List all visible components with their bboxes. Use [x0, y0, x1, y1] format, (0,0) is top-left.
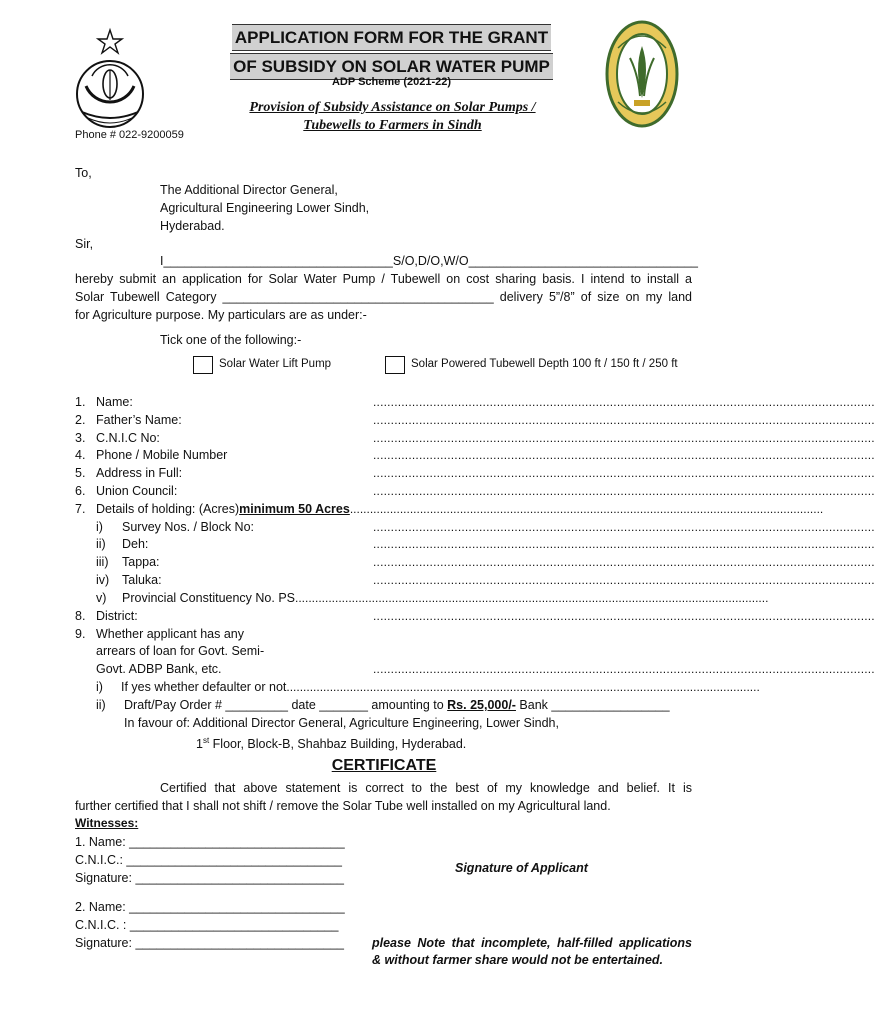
sub-item-label: Deh:	[122, 537, 149, 551]
floor-number: 1	[196, 737, 203, 752]
form-field-arrears[interactable]	[75, 660, 875, 678]
item-number: 3.	[75, 431, 86, 445]
address-line-3: Hyderabad.	[160, 219, 225, 233]
item-label: Union Council:	[96, 484, 178, 498]
form-field-taluka[interactable]	[75, 571, 875, 589]
item-number: 6.	[75, 484, 86, 498]
agriculture-department-logo	[604, 18, 680, 130]
sindh-government-emblem	[72, 28, 148, 132]
favour-of-line: In favour of: Additional Director General, Agriculture Engineering, Lower Sindh,	[124, 716, 559, 730]
item-label: Address in Full:	[96, 466, 183, 480]
fill-in-dots[interactable]: ..............................................................................................................................................	[373, 520, 875, 534]
amount-value: Rs. 25,000/-	[447, 698, 516, 712]
form-title-line-1: APPLICATION FORM FOR THE GRANT	[232, 24, 551, 51]
form-field-cnic[interactable]	[75, 429, 875, 447]
form-field-defaulter[interactable]	[75, 678, 760, 696]
item-label: District:	[96, 609, 138, 623]
fill-in-dots[interactable]: ..............................................................................................................................................	[373, 395, 875, 409]
intro-line-4: for Agriculture purpose. My particulars are as under:-	[75, 308, 367, 322]
witnesses-header: Witnesses:	[75, 816, 139, 830]
item-label: Name:	[96, 395, 133, 409]
defaulter-label-group	[121, 678, 760, 696]
witness-2-cnic-field[interactable]: C.N.I.C. : ______________________________	[75, 918, 339, 932]
form-field-deh[interactable]	[75, 535, 875, 553]
sub-item-number: iii)	[96, 555, 109, 569]
item-number: 5.	[75, 466, 86, 480]
form-field-father-name[interactable]	[75, 411, 875, 429]
favour-address-line	[196, 732, 466, 753]
form-field-district[interactable]	[75, 607, 875, 625]
fill-in-dots[interactable]: ..............................................................................................................................................	[373, 448, 875, 462]
ordinal-suffix: st	[202, 736, 210, 745]
item-number: 7.	[75, 502, 86, 516]
form-field-holding-details[interactable]	[75, 500, 824, 518]
item-number: 2.	[75, 413, 86, 427]
minimum-acres-note: minimum 50 Acres	[239, 502, 350, 516]
fill-in-dots[interactable]: ..............................................................................................................................................	[373, 431, 875, 445]
fill-in-dots[interactable]: ..............................................................................................................................................	[286, 680, 760, 694]
draft-label: Draft/Pay Order # _________ date _______ amounting to	[124, 698, 448, 712]
form-field-phone[interactable]	[75, 446, 875, 464]
form-field-draft-pay-order[interactable]	[75, 696, 695, 714]
fill-in-dots[interactable]: ..............................................................................................................................................	[373, 413, 875, 427]
sub-item-label: Tappa:	[122, 555, 160, 569]
item-label: C.N.I.C No:	[96, 431, 160, 445]
fill-in-dots[interactable]: ..............................................................................................................................................	[295, 591, 769, 605]
sub-item-number: ii)	[96, 698, 106, 712]
arrears-question-line-1: Whether applicant has any	[96, 627, 245, 641]
to-label: To,	[75, 166, 92, 180]
item-label: Details of holding: (Acres)	[96, 502, 240, 516]
tick-instruction: Tick one of the following:-	[160, 333, 302, 347]
item-number: 8.	[75, 609, 86, 623]
intro-line-2: hereby submit an application for Solar Water Pump / Tubewell on cost sharing basis. I intend to install a	[75, 272, 692, 286]
address-line-2: Agricultural Engineering Lower Sindh,	[160, 201, 370, 215]
witness-1-cnic-field[interactable]: C.N.I.C.: _______________________________	[75, 853, 342, 867]
floor-address: Floor, Block-B, Shahbaz Building, Hyderabad.	[209, 737, 467, 752]
form-field-constituency[interactable]	[75, 589, 769, 607]
sub-item-number: i)	[96, 520, 103, 534]
sub-item-number: v)	[96, 591, 107, 605]
fill-in-dots[interactable]: ..............................................................................................................................................	[373, 466, 875, 480]
provision-subtitle	[200, 99, 585, 135]
scheme-label: ADP Scheme (2021-22)	[331, 76, 452, 88]
sub-item-number: iv)	[96, 573, 110, 587]
form-field-name[interactable]	[75, 393, 875, 411]
witness-1-signature-field[interactable]: Signature: ______________________________	[75, 871, 345, 885]
item-number: 9.	[75, 627, 86, 641]
form-title	[228, 24, 555, 80]
arrears-question-line-3: Govt. ADBP Bank, etc.	[96, 662, 222, 676]
item-number: 4.	[75, 448, 86, 462]
note-line-1: please Note that incomplete, half-filled applications	[372, 936, 692, 950]
certificate-title: CERTIFICATE	[331, 757, 437, 774]
salutation: Sir,	[75, 237, 94, 251]
witness-2-signature-field[interactable]: Signature: ______________________________	[75, 936, 345, 950]
witness-2-name-field[interactable]: 2. Name: _______________________________	[75, 900, 345, 914]
form-field-union-council[interactable]	[75, 482, 875, 500]
fill-in-dots[interactable]: ..............................................................................................................................................	[373, 484, 875, 498]
sub-item-number: ii)	[96, 537, 106, 551]
bank-label: Bank _________________	[515, 698, 670, 712]
constituency-label-group	[122, 589, 769, 607]
sub-item-label: If yes whether defaulter or not	[121, 680, 287, 694]
holding-label-group	[96, 500, 824, 518]
provision-line-1: Provision of Subsidy Assistance on Solar Pumps /	[249, 100, 536, 115]
sub-item-label: Survey Nos. / Block No:	[122, 520, 254, 534]
note-line-2: & without farmer share would not be entertained.	[372, 953, 664, 967]
solar-tubewell-checkbox[interactable]	[385, 356, 405, 374]
fill-in-dots[interactable]: ..............................................................................................................................................	[373, 609, 875, 623]
phone-number: Phone # 022-9200059	[75, 129, 184, 141]
sub-item-number: i)	[96, 680, 103, 694]
provision-line-2: Tubewells to Farmers in Sindh	[303, 118, 482, 133]
certificate-line-2: further certified that I shall not shift / remove the Solar Tube well installed on my Agricultural land.	[75, 799, 611, 813]
arrears-question-line-2: arrears of loan for Govt. Semi-	[96, 644, 265, 658]
fill-in-dots[interactable]: ..............................................................................................................................................	[373, 662, 875, 676]
signature-of-applicant-label: Signature of Applicant	[455, 861, 588, 875]
option-solar-water-lift-pump: Solar Water Lift Pump	[219, 358, 332, 370]
fill-in-dots[interactable]: ..............................................................................................................................................	[373, 537, 875, 551]
applicant-name-line[interactable]: I_________________________________S/O,D/O,W/O_________________________________	[160, 254, 698, 268]
witness-1-name-field[interactable]: 1. Name: _______________________________	[75, 835, 345, 849]
solar-water-lift-pump-checkbox[interactable]	[193, 356, 213, 374]
item-label: Father’s Name:	[96, 413, 182, 427]
form-field-survey-no[interactable]	[75, 518, 875, 536]
address-line-1: The Additional Director General,	[160, 183, 338, 197]
fill-in-dots[interactable]: ..............................................................................................................................................	[373, 555, 875, 569]
form-field-address[interactable]	[75, 464, 875, 482]
sub-item-label: Provincial Constituency No. PS	[122, 591, 295, 605]
draft-line	[124, 696, 670, 714]
fill-in-dots[interactable]: ..............................................................................................................................................	[373, 573, 875, 587]
fill-in-dots[interactable]: ..............................................................................................................................................	[349, 502, 824, 516]
form-field-tappa[interactable]	[75, 553, 875, 571]
intro-line-3: Solar Tubewell Category _______________________________________ delivery 5”/8” of size on my land	[75, 290, 692, 304]
item-number: 1.	[75, 395, 86, 409]
option-solar-powered-tubewell: Solar Powered Tubewell Depth 100 ft / 150 ft / 250 ft	[411, 358, 678, 370]
form-title-line-2: OF SUBSIDY ON SOLAR WATER PUMP	[230, 53, 553, 80]
certificate-line-1: Certified that above statement is correct to the best of my knowledge and belief. It is	[160, 781, 692, 795]
item-label: Phone / Mobile Number	[96, 448, 228, 462]
sub-item-label: Taluka:	[122, 573, 162, 587]
